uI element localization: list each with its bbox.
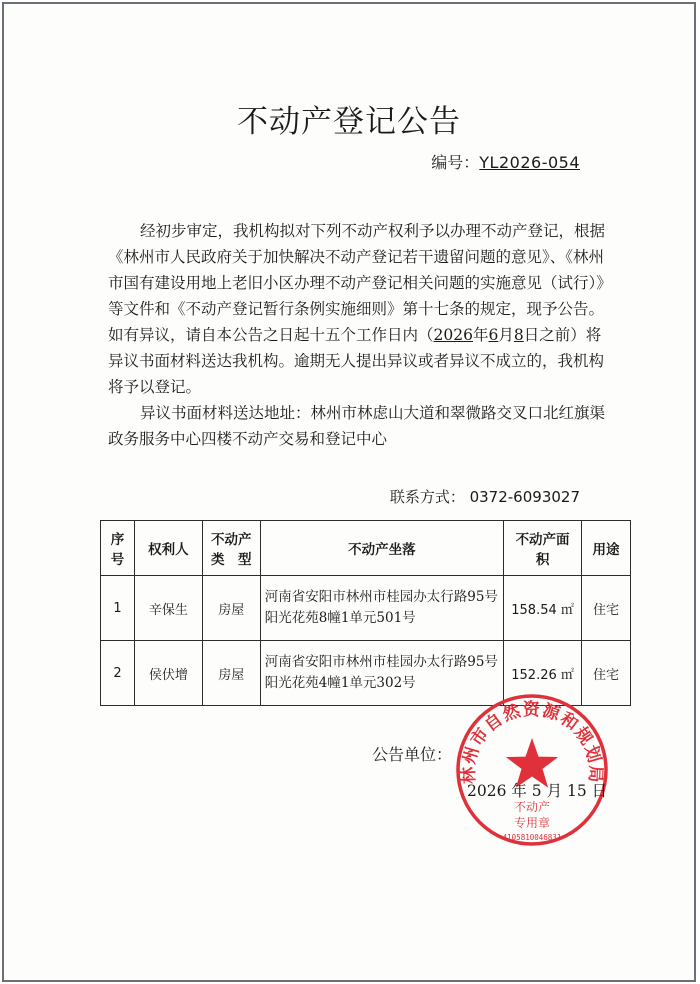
cell-type: 房屋 [202, 641, 260, 706]
notice-paragraph-1 [108, 218, 608, 400]
cell-use: 住宅 [582, 576, 631, 641]
official-seal [452, 690, 612, 850]
document-number-label: 编号： [431, 153, 480, 172]
cell-serial: 1 [101, 576, 135, 641]
document-number [431, 150, 580, 173]
month-unit: 月 [498, 326, 514, 344]
header-owner: 权利人 [134, 521, 202, 576]
deadline-day: 8 [513, 326, 524, 344]
cell-serial: 2 [101, 641, 135, 706]
cell-owner: 侯伏增 [134, 641, 202, 706]
cell-location: 河南省安阳市林州市桂园办太行路95号阳光花苑4幢1单元302号 [260, 641, 503, 706]
property-table [100, 520, 631, 706]
seal-code-text: 4105810046831 [502, 833, 562, 842]
document-number-value: YL2026-054 [479, 153, 580, 172]
year-unit: 年 [472, 326, 489, 344]
paragraph-1-start: 经初步审定，我机构拟对下列不动产权利予以办理不动产登记，根据《林州市人民政府关于加快解决不动产登记若干遗留问题的意见》、《林州市国有建设用地上老旧小区办理不动产登记相关问题的实施意见（试行）》等文件和《不动产登记暂行条例实施细则》第十七条的规定，现予公告。如有异议，请自本公告之日起十五个工作日内（ [108, 222, 606, 344]
table-header-row [101, 521, 631, 576]
cell-location: 河南省安阳市林州市桂园办太行路95号阳光花苑8幢1单元501号 [260, 576, 503, 641]
deadline-year: 2026 [433, 326, 473, 344]
seal-purpose-text: 不动产 [513, 800, 551, 814]
notice-page [2, 2, 696, 982]
paragraph-1-end: 日之前）将异议书面材料送达我机构。逾期无人提出异议或者异议不成立的，我机构将予以登记。 [108, 326, 605, 396]
table-row [101, 576, 631, 641]
cell-use: 住宅 [582, 641, 631, 706]
header-type: 不动产类 型 [202, 521, 260, 576]
notice-body [108, 218, 608, 452]
header-serial: 序号 [101, 521, 135, 576]
deadline-month: 6 [488, 326, 499, 344]
seal-ring-text: 林州市自然资源和规划局 [458, 699, 606, 785]
page-title: 不动产登记公告 [237, 104, 461, 140]
header-use: 用途 [582, 521, 631, 576]
notice-paragraph-2: 异议书面材料送达地址：林州市林虑山大道和翠微路交叉口北红旗渠政务服务中心四楼不动产交易和登记中心 [108, 404, 606, 448]
cell-area: 152.26 ㎡ [504, 641, 582, 706]
cell-type: 房屋 [202, 576, 260, 641]
contact-info: 联系方式： 0372-6093027 [389, 488, 580, 506]
header-area: 不动产面 积 [504, 521, 582, 576]
cell-owner: 辛保生 [134, 576, 202, 641]
issuer-label: 公告单位： [372, 745, 453, 764]
cell-area: 158.54 ㎡ [504, 576, 582, 641]
seal-special-text: 专用章 [513, 816, 551, 830]
issue-date: 2026 年 5 月 15 日 [467, 782, 608, 800]
header-location: 不动产坐落 [260, 521, 503, 576]
